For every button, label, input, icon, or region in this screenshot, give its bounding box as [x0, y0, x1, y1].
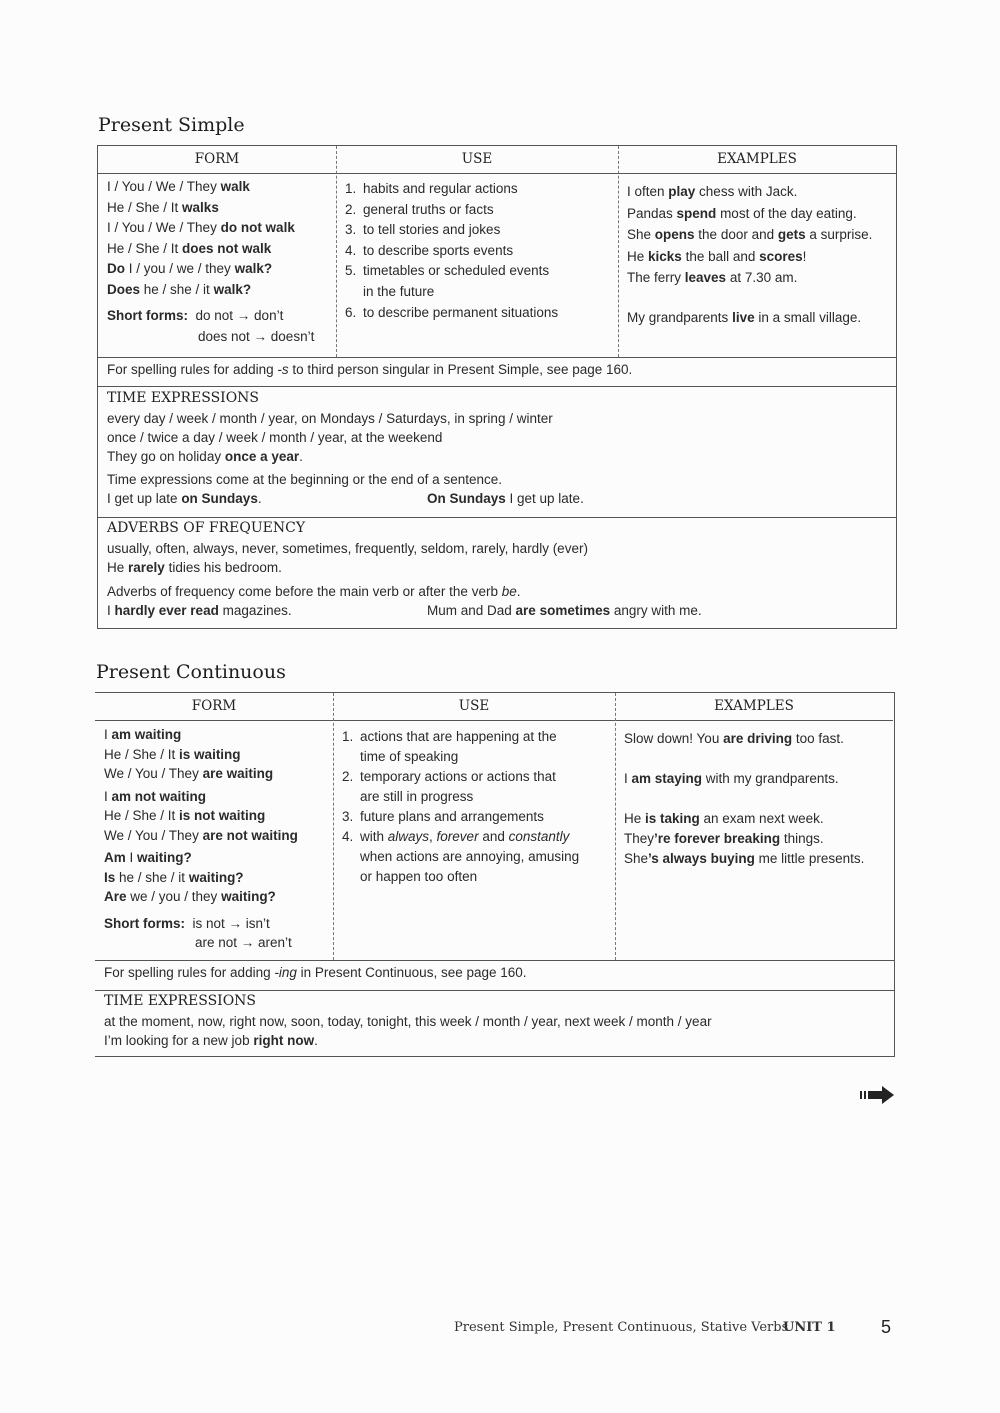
form-line: I am waiting [104, 727, 182, 742]
pc-short-label: Short forms: [104, 915, 185, 931]
pc-header-form: FORM [95, 693, 333, 721]
use-item: 3. future plans and arrangements [342, 807, 579, 827]
ps-time-example-right: On Sundays I get up late. [427, 491, 584, 506]
ps-header-examples: EXAMPLES [618, 146, 896, 174]
use-line: future plans and arrangements [360, 809, 544, 824]
use-line: or happen too often [360, 869, 478, 884]
present-simple-table [97, 145, 897, 629]
use-item: 6. to describe permanent situations [345, 305, 559, 320]
present-continuous-table [95, 692, 895, 1057]
text-line: once / twice a day / week / month / year, at the weekend [107, 430, 443, 445]
page-number: 5 [881, 1317, 892, 1337]
use-item: 1. actions that are happening at the time of speaking [342, 727, 579, 767]
text-line: I’m looking for a new job right now. [104, 1033, 318, 1048]
pc-examples-column [624, 729, 864, 869]
text-line: I / You / We / They walk [107, 179, 250, 194]
use-item: 2. general truths or facts [345, 201, 494, 217]
form-line: He / She / It is waiting [104, 746, 241, 762]
ps-use-column [345, 179, 558, 324]
ps-short-1: do not → don’t [195, 308, 284, 323]
form-line: We / You / They are not waiting [104, 827, 298, 843]
arrow-right-icon [858, 1085, 896, 1105]
example-line: Slow down! You are driving too fast. [624, 731, 844, 746]
pc-header-use: USE [333, 693, 615, 721]
use-line: actions that are happening at the [360, 729, 557, 744]
example-line: She opens the door and gets a surprise. [627, 227, 873, 242]
present-continuous-title: Present Continuous [96, 661, 286, 683]
example-line: The ferry leaves at 7.30 am. [627, 270, 798, 285]
text-line: Does he / she / it walk? [107, 281, 252, 297]
ps-time-rule: Time expressions come at the beginning or the end of a sentence. [107, 472, 502, 487]
form-line: We / You / They are waiting [104, 766, 274, 781]
pc-example-lines [624, 729, 864, 869]
example-line: He kicks the ball and scores! [627, 248, 807, 264]
form-line: I am not waiting [104, 788, 207, 804]
pc-time-expressions [104, 991, 712, 1050]
use-line: temporary actions or actions that [360, 769, 556, 784]
pc-spelling-note: For spelling rules for adding -ing in Present Continuous, see page 160. [104, 965, 527, 980]
pc-form-groups [104, 725, 298, 907]
example-line: She’s always buying me little presents. [624, 851, 865, 866]
ps-form-column [107, 177, 314, 347]
ps-adv-rule: Adverbs of frequency come before the main verb or after the verb be. [107, 584, 521, 599]
ps-time-expressions [107, 388, 584, 509]
text-line: He / She / It walks [107, 199, 219, 215]
pc-short-2: are not → aren’t [195, 935, 292, 950]
form-group [104, 787, 298, 846]
pc-use-list [342, 727, 579, 887]
example-line: They’re forever breaking things. [624, 831, 824, 846]
present-simple-title: Present Simple [98, 114, 245, 136]
ps-header-form: FORM [98, 146, 336, 174]
example-line: He is taking an exam next week. [624, 811, 824, 826]
use-item: 2. temporary actions or actions that are still in progress [342, 767, 579, 807]
text-line: Do I / you / we / they walk? [107, 261, 273, 276]
pc-short-1: is not → isn’t [192, 915, 270, 931]
text-line: He rarely tidies his bedroom. [107, 560, 282, 575]
ps-time-title: TIME EXPRESSIONS [107, 390, 260, 406]
example-line: I often play chess with Jack. [627, 184, 798, 199]
ps-spelling-note: For spelling rules for adding -s to third person singular in Present Simple, see page 160. [107, 362, 633, 377]
text-line: He / She / It does not walk [107, 240, 272, 256]
ps-adv-example-right: Mum and Dad are sometimes angry with me. [427, 603, 702, 618]
ps-examples-column [627, 181, 872, 328]
pc-use-column [342, 727, 579, 887]
use-item: 3. to tell stories and jokes [345, 222, 501, 237]
use-item: 1. habits and regular actions [345, 181, 518, 196]
form-group [104, 848, 298, 907]
footer-unit: UNIT 1 [783, 1320, 836, 1335]
ps-time-example-left: I get up late on Sundays. [107, 491, 262, 506]
use-line: time of speaking [360, 749, 459, 764]
text-line: at the moment, now, right now, soon, today, tonight, this week / month / year, next week / month / year [104, 1014, 712, 1029]
ps-header-use: USE [336, 146, 618, 174]
form-line: Is he / she / it waiting? [104, 869, 244, 885]
pc-time-title: TIME EXPRESSIONS [104, 993, 257, 1009]
use-line: are still in progress [360, 789, 474, 804]
pc-time-lines [104, 1012, 712, 1050]
text-line: I / You / We / They do not walk [107, 220, 295, 235]
form-group [104, 725, 298, 784]
ps-use-list [345, 179, 558, 324]
example-line: Pandas spend most of the day eating. [627, 205, 857, 221]
ps-time-lines [107, 409, 553, 466]
ps-short-forms [107, 306, 314, 327]
example-line: My grandparents live in a small village. [627, 309, 862, 325]
ps-adv-example-left: I hardly ever read magazines. [107, 603, 292, 618]
ps-example-lines [627, 181, 872, 328]
form-line: Are we / you / they waiting? [104, 889, 276, 904]
use-item: 4. with always, forever and constantly when actions are annoying, amusing or happen too often [342, 827, 579, 887]
use-item: 4. to describe sports events [345, 242, 514, 258]
use-line: when actions are annoying, amusing [360, 849, 580, 864]
text-line: usually, often, always, never, sometimes, frequently, seldom, rarely, hardly (ever) [107, 541, 588, 556]
use-line: with always, forever and constantly [360, 829, 570, 844]
ps-form-lines [107, 177, 314, 300]
ps-adv-lines [107, 539, 588, 577]
text-line: every day / week / month / year, on Mondays / Saturdays, in spring / winter [107, 411, 553, 426]
use-item: 5. timetables or scheduled events in the future [345, 263, 550, 299]
footer-chapter-title: Present Simple, Present Continuous, Stative Verbs [454, 1320, 789, 1335]
form-line: He / She / It is not waiting [104, 808, 266, 823]
text-line: They go on holiday once a year. [107, 449, 303, 464]
pc-short-forms [104, 914, 298, 934]
pc-header-examples: EXAMPLES [615, 693, 893, 721]
example-line: I am staying with my grandparents. [624, 771, 839, 786]
ps-adverbs-of-frequency [107, 518, 702, 621]
ps-short-2: does not → doesn’t [198, 328, 315, 344]
pc-form-column [104, 725, 298, 953]
form-line: Am I waiting? [104, 850, 192, 865]
ps-short-label: Short forms: [107, 308, 188, 323]
ps-adv-title: ADVERBS OF FREQUENCY [107, 520, 306, 536]
